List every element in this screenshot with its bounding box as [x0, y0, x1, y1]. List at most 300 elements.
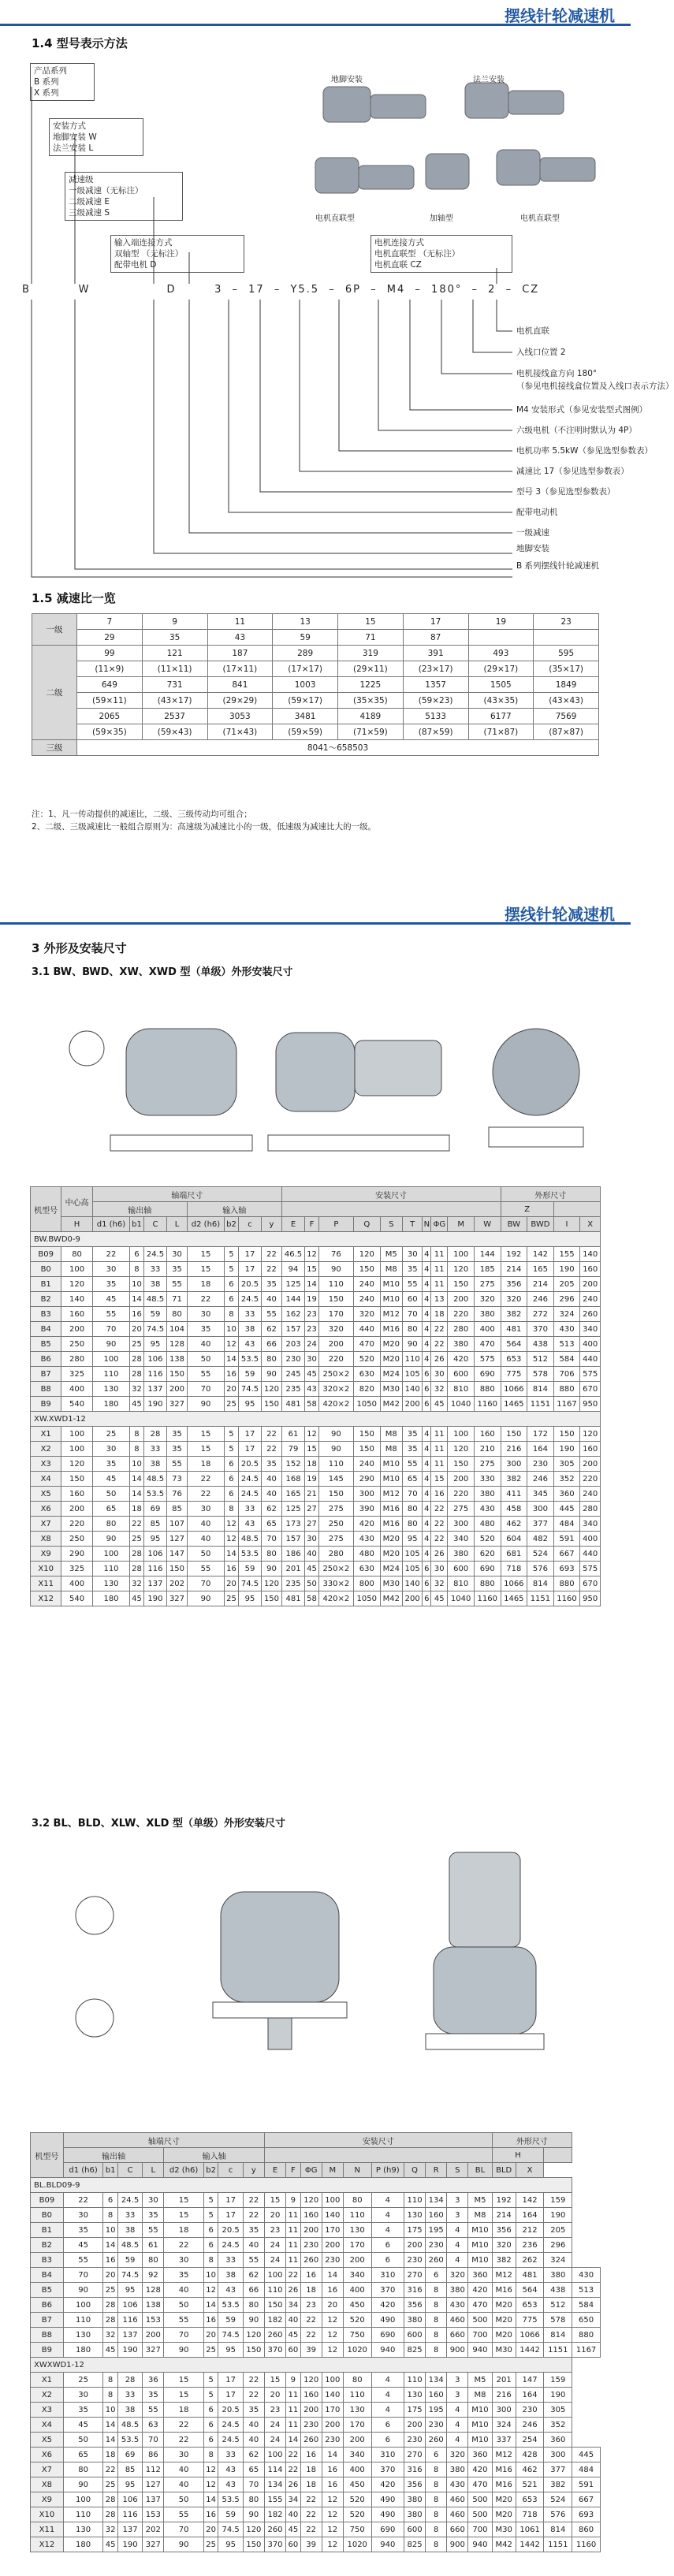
table-cell: 185 — [474, 1262, 501, 1277]
r2-2-5: 1357 — [403, 677, 468, 693]
t2h3-col-14: Q — [404, 2163, 426, 2178]
table-cell: 230 — [426, 2238, 447, 2253]
table-cell: 14 — [203, 2298, 218, 2313]
table-cell: 1167 — [572, 2343, 601, 2358]
table-row — [31, 2462, 601, 2477]
explain-8: 型号 3（参见选型参数表） — [516, 487, 616, 497]
table-cell: 5 — [225, 1442, 238, 1457]
table-cell: 200 — [343, 2253, 371, 2268]
table-cell: 1050 — [353, 1591, 380, 1606]
table-cell: 6 — [225, 1472, 238, 1487]
table-cell: 45 — [431, 1397, 448, 1412]
table-row — [31, 1262, 601, 1277]
table-cell: 26 — [286, 2477, 301, 2492]
t1h3-col-8: y — [262, 1217, 282, 1232]
r1b7 — [534, 630, 599, 646]
table-cell: 53.5 — [117, 2433, 142, 2448]
table-cell: 15 — [164, 2208, 203, 2223]
table-cell: 150 — [243, 2343, 264, 2358]
table-cell: M10 — [468, 2403, 492, 2418]
table-cell: 260 — [426, 2253, 447, 2268]
table-cell: 4 — [423, 1517, 431, 1532]
table-cell: 60 — [286, 2343, 301, 2358]
table-cell: 22 — [63, 2193, 102, 2208]
table-cell: 600 — [404, 2328, 426, 2343]
table-cell: 18 — [431, 1307, 448, 1322]
r1b3: 59 — [273, 630, 338, 646]
table-cell: 22 — [300, 2328, 322, 2343]
table-cell: 28 — [103, 2298, 118, 2313]
table-cell: 8 — [426, 2507, 447, 2522]
table-cell: 4 — [447, 2433, 468, 2448]
r2-5-1: (59×43) — [142, 724, 207, 740]
t1h3-col-9: E — [281, 1217, 305, 1232]
table-cell: 8 — [426, 2522, 447, 2537]
table-cell: 45 — [92, 1292, 130, 1307]
table-cell: 120 — [262, 1576, 282, 1591]
table-cell: 512 — [527, 1352, 554, 1367]
table-cell: 356 — [492, 2223, 516, 2238]
table-cell: X12 — [31, 2537, 64, 2552]
table-cell: 17 — [238, 1247, 262, 1262]
table-cell: 200 — [61, 1322, 92, 1337]
table-cell: 110 — [264, 2283, 285, 2298]
table-cell: 12 — [322, 2313, 343, 2328]
table-cell: 80 — [61, 1247, 92, 1262]
table-cell: 134 — [264, 2477, 285, 2492]
table-cell: 22 — [262, 1442, 282, 1457]
table-cell: 940 — [468, 2343, 492, 2358]
table-cell: 280 — [580, 1502, 601, 1517]
table-cell: 140 — [61, 1292, 92, 1307]
table-cell: 150 — [501, 1427, 527, 1442]
table-cell: 1066 — [501, 1382, 527, 1397]
table-cell: 130 — [92, 1576, 130, 1591]
table-row — [31, 2313, 601, 2328]
table-cell: M24 — [380, 1367, 402, 1382]
table-cell: 22 — [262, 1247, 282, 1262]
table-cell: 8 — [103, 2373, 118, 2388]
table-cell: 240 — [580, 1292, 601, 1307]
table-cell: 4 — [371, 2193, 404, 2208]
table-cell: 200 — [167, 1382, 188, 1397]
t1h3-col-6: b2 — [225, 1217, 238, 1232]
table-cell: 34 — [286, 2298, 301, 2313]
table-cell: 162 — [281, 1307, 305, 1322]
table-cell: 53.5 — [143, 1487, 167, 1502]
table-cell: 6 — [103, 2193, 118, 2208]
table-cell: 8 — [103, 2208, 118, 2223]
table-cell: 16 — [431, 1487, 448, 1502]
table-cell: 48.5 — [143, 1292, 167, 1307]
table-cell: 9 — [286, 2193, 301, 2208]
r2-2-7: 1849 — [534, 677, 599, 693]
table-cell: 4 — [423, 1322, 431, 1337]
table-cell: 40 — [305, 1547, 318, 1562]
table-cell: 170 — [322, 2223, 343, 2238]
table-cell: 95 — [117, 2477, 142, 2492]
table-cell: 35 — [164, 2268, 203, 2283]
table-cell: 6 — [203, 2433, 218, 2448]
table-cell: 240 — [353, 1457, 380, 1472]
t2-h-model: 机型号 — [31, 2133, 64, 2178]
table-cell: 481 — [501, 1322, 527, 1337]
table-cell: 370 — [264, 2343, 285, 2358]
table-cell: 4 — [371, 2403, 404, 2418]
table-cell: 11 — [286, 2208, 301, 2223]
table-row — [31, 1307, 601, 1322]
t2h3-col-6: c — [218, 2163, 243, 2178]
table-cell: 290 — [353, 1472, 380, 1487]
table-cell: 125 — [281, 1277, 305, 1292]
table-cell: 438 — [544, 2283, 572, 2298]
table-cell: 230 — [404, 2433, 426, 2448]
table-cell: M20 — [380, 1337, 402, 1352]
t2h3-col-0: d1 (h6) — [63, 2163, 102, 2178]
table-cell: 450 — [343, 2298, 371, 2313]
table-cell: 6 — [423, 1576, 431, 1591]
table-cell: 140 — [402, 1576, 423, 1591]
table-cell: 275 — [318, 1502, 353, 1517]
table-cell: 320 — [492, 2238, 516, 2253]
table-row — [31, 1457, 601, 1472]
table-cell: 718 — [516, 2507, 544, 2522]
table-cell: M10 — [468, 2253, 492, 2268]
table-cell: 230 — [516, 2403, 544, 2418]
table-cell: 22 — [300, 2492, 322, 2507]
table-cell: 100 — [61, 1262, 92, 1277]
table-cell: 21 — [305, 1487, 318, 1502]
table-cell: 25 — [225, 1397, 238, 1412]
drawing-3-2 — [32, 1845, 599, 2105]
table-cell: X1 — [31, 1427, 61, 1442]
t1-h-outline: 外形尺寸 — [501, 1187, 600, 1202]
table-cell: 35 — [143, 2388, 164, 2403]
table-cell: M8 — [380, 1262, 402, 1277]
table-cell: 235 — [281, 1382, 305, 1397]
table-cell: 440 — [580, 1547, 601, 1562]
table-cell: B7 — [31, 1367, 61, 1382]
table-row — [31, 1292, 601, 1307]
table-cell: 22 — [431, 1517, 448, 1532]
table-cell: 578 — [544, 2313, 572, 2328]
table-cell: 153 — [143, 2313, 164, 2328]
table-cell: 32 — [103, 2328, 118, 2343]
table-cell: 33 — [143, 1262, 167, 1277]
t2h3-col-1: b1 — [103, 2163, 118, 2178]
table-cell: 80 — [402, 1517, 423, 1532]
table-cell: 272 — [527, 1307, 554, 1322]
table-cell: 30 — [187, 1502, 225, 1517]
t1-h-center: 中心高 — [61, 1187, 92, 1217]
table-cell: 18 — [103, 2448, 118, 2462]
table-cell: B3 — [31, 2253, 64, 2268]
table-cell: 40 — [262, 1292, 282, 1307]
table-cell: 28 — [117, 2373, 142, 2388]
table-cell: 90 — [164, 2343, 203, 2358]
table-cell: 445 — [553, 1502, 580, 1517]
table-cell: 11 — [286, 2388, 301, 2403]
table-cell: 825 — [404, 2343, 426, 2358]
table-cell: 4 — [423, 1352, 431, 1367]
table-cell: 50 — [164, 2298, 203, 2313]
table-cell: 200 — [402, 1397, 423, 1412]
table-cell: 138 — [143, 2298, 164, 2313]
table-cell: 4 — [423, 1487, 431, 1502]
table-cell: 360 — [468, 2448, 492, 2462]
input-box-dual: 双轴型 （无标注） — [114, 249, 184, 259]
code-6p: 6P — [344, 284, 361, 296]
r1b4: 71 — [338, 630, 404, 646]
table-cell: M8 — [468, 2208, 492, 2223]
table-cell: 30 — [92, 1442, 130, 1457]
table-cell: 330×2 — [318, 1576, 353, 1591]
table-row — [31, 2253, 601, 2268]
table-cell: M20 — [492, 2507, 516, 2522]
ratio-three-label: 三级 — [32, 740, 77, 756]
table-cell: 25 — [92, 1427, 130, 1442]
table-cell: 24 — [264, 2238, 285, 2253]
table-row — [31, 1442, 601, 1457]
table-cell: M16 — [380, 1322, 402, 1337]
table-cell: 40 — [187, 1532, 225, 1547]
table-cell: 310 — [371, 2268, 404, 2283]
table-cell: 74.5 — [218, 2328, 243, 2343]
table-cell: 22 — [431, 1337, 448, 1352]
code-dash1: – — [232, 284, 239, 296]
table-cell: 8 — [130, 1442, 143, 1457]
explain-10: 一级减速 — [516, 528, 549, 538]
table-cell: 630 — [353, 1367, 380, 1382]
table-cell: 22 — [286, 2448, 301, 2462]
table-cell: 100 — [92, 1547, 130, 1562]
t1h3-col-10: F — [305, 1217, 318, 1232]
table-cell: M16 — [492, 2477, 516, 2492]
table-cell: 305 — [544, 2403, 572, 2418]
table-cell: 35 — [402, 1442, 423, 1457]
table-row — [31, 1427, 601, 1442]
table-cell: 3 — [447, 2388, 468, 2403]
dim-table-1 — [30, 1186, 601, 1606]
table-cell: 14 — [103, 2238, 118, 2253]
table-cell: 20 — [225, 1576, 238, 1591]
table-cell: 74.5 — [117, 2268, 142, 2283]
table-cell: 200 — [322, 2418, 343, 2433]
table-cell: 706 — [553, 1367, 580, 1382]
table-cell: 700 — [468, 2328, 492, 2343]
table-cell: 36 — [143, 2373, 164, 2388]
table-cell: 27 — [305, 1502, 318, 1517]
table-cell: 20 — [130, 1322, 143, 1337]
table-cell: 400 — [61, 1382, 92, 1397]
table-cell: 230 — [527, 1457, 554, 1472]
table-row — [31, 2268, 601, 2283]
table-cell: 540 — [61, 1397, 92, 1412]
series-box — [30, 63, 95, 101]
table-cell: 480 — [474, 1517, 501, 1532]
table-cell: 79 — [281, 1442, 305, 1457]
table-row — [31, 2373, 601, 2388]
table-cell: B09 — [31, 2193, 64, 2208]
table-cell: 428 — [516, 2448, 544, 2462]
table-cell: 35 — [243, 2403, 264, 2418]
table-cell: 45 — [305, 1562, 318, 1576]
table-cell: 14 — [130, 1487, 143, 1502]
table-cell: 14 — [322, 2268, 343, 2283]
t2h3-col-8: E — [264, 2163, 285, 2178]
table-cell: 18 — [164, 2223, 203, 2238]
table-cell: 296 — [544, 2238, 572, 2253]
table-cell: 16 — [300, 2448, 322, 2462]
table-cell: 320 — [447, 2268, 468, 2283]
table-cell: 159 — [544, 2373, 572, 2388]
r2-4-7: 7569 — [534, 709, 599, 724]
series-box-x: X 系列 — [34, 88, 59, 98]
table-cell: 20 — [203, 2522, 218, 2537]
ratio-one-label: 一级 — [32, 614, 77, 646]
t2-h-blank — [264, 2148, 492, 2163]
table-cell: 880 — [474, 1576, 501, 1591]
r2-4-4: 4189 — [338, 709, 404, 724]
code-2: 2 — [488, 284, 497, 296]
code-cz: CZ — [522, 284, 540, 296]
table-cell: 100 — [61, 1427, 92, 1442]
table-cell: 337 — [492, 2433, 516, 2448]
explain-11: 地脚安装 — [516, 544, 549, 553]
table-cell: 32 — [103, 2522, 118, 2537]
table-cell: 482 — [527, 1532, 554, 1547]
table-cell: 59 — [218, 2507, 243, 2522]
table-cell: 35 — [402, 1427, 423, 1442]
explain-7: 减速比 17（参见选型参数表） — [516, 467, 629, 476]
table-cell: 24.5 — [238, 1487, 262, 1502]
explain-4: M4 安装形式（参见安装型式图例） — [516, 405, 648, 415]
table-cell: 128 — [143, 2283, 164, 2298]
r2-3-4: (35×35) — [338, 693, 404, 709]
table-cell: 324 — [553, 1307, 580, 1322]
t1h3-col-2: b1 — [130, 1217, 143, 1232]
table-cell: 70 — [187, 1382, 225, 1397]
table-cell: 20 — [264, 2208, 285, 2223]
table-cell: 120 — [262, 1382, 282, 1397]
table-cell: 681 — [501, 1547, 527, 1562]
table-cell: 4 — [447, 2238, 468, 2253]
table-cell: 24.5 — [143, 1247, 167, 1262]
table-cell: 33 — [218, 2253, 243, 2268]
table-row — [31, 2388, 601, 2403]
table-cell: 400 — [580, 1532, 601, 1547]
table-row — [31, 1502, 601, 1517]
table-cell: 345 — [527, 1487, 554, 1502]
t2-h-mount: 安装尺寸 — [264, 2133, 492, 2148]
t1h3-col-14: T — [402, 1217, 423, 1232]
table-cell: 693 — [572, 2507, 601, 2522]
table-cell: 575 — [580, 1562, 601, 1576]
table-cell: M8 — [380, 1427, 402, 1442]
table-cell: 28 — [103, 2313, 118, 2328]
table-cell: 280 — [448, 1322, 475, 1337]
r2-5-6: (71×87) — [468, 724, 534, 740]
t2h3-col-18: BLD — [492, 2163, 516, 2178]
table-cell: 880 — [572, 2328, 601, 2343]
table-cell: 30 — [92, 1262, 130, 1277]
r2-2-4: 1225 — [338, 677, 404, 693]
table-cell: 30 — [63, 2208, 102, 2223]
t2h3-col-4: d2 (h6) — [164, 2163, 203, 2178]
table-cell: 127 — [143, 2477, 164, 2492]
table-cell: 275 — [474, 1277, 501, 1292]
table-row — [31, 2298, 601, 2313]
table-cell: 1066 — [516, 2328, 544, 2343]
table-cell: 18 — [130, 1502, 143, 1517]
table-cell: 380 — [448, 1337, 475, 1352]
r1b5: 87 — [403, 630, 468, 646]
table-cell: 4 — [371, 2388, 404, 2403]
table-row — [31, 1247, 601, 1262]
table-cell: 50 — [164, 2492, 203, 2507]
table-cell: M42 — [380, 1591, 402, 1606]
table-cell: 22 — [130, 1517, 143, 1532]
table-cell: 700 — [468, 2522, 492, 2537]
table-cell: 45 — [103, 2343, 118, 2358]
table-cell: 150 — [448, 1457, 475, 1472]
ratio-notes — [32, 808, 376, 833]
table-cell: 22 — [187, 1472, 225, 1487]
table-cell: 4 — [371, 2373, 404, 2388]
table-cell: M24 — [380, 1562, 402, 1576]
table-cell: 480 — [353, 1547, 380, 1562]
table-cell: 35 — [143, 2208, 164, 2223]
table-cell: 377 — [544, 2462, 572, 2477]
table-cell: 8 — [225, 1502, 238, 1517]
table-cell: 38 — [143, 1277, 167, 1292]
table-cell: 18 — [187, 1277, 225, 1292]
r2-5-5: (87×59) — [403, 724, 468, 740]
table-cell: M5 — [380, 1247, 402, 1262]
table-cell: 12 — [203, 2283, 218, 2298]
table-cell: 8 — [426, 2537, 447, 2552]
table-cell: 380 — [448, 1547, 475, 1562]
table-cell: 137 — [143, 1576, 167, 1591]
table-cell: 400 — [474, 1322, 501, 1337]
table-cell: 325 — [61, 1367, 92, 1382]
table-cell: 25 — [130, 1337, 143, 1352]
table-cell: 8 — [426, 2477, 447, 2492]
table-cell: 320 — [353, 1307, 380, 1322]
code-d: D — [166, 284, 177, 296]
table-cell: 90 — [164, 2537, 203, 2552]
table-cell: 130 — [343, 2403, 371, 2418]
table-cell: 900 — [447, 2537, 468, 2552]
table-cell: 8 — [225, 1307, 238, 1322]
table-cell: 70 — [187, 1576, 225, 1591]
table-cell: 340 — [343, 2448, 371, 2462]
table-cell: 130 — [404, 2388, 426, 2403]
table-cell: 11 — [431, 1457, 448, 1472]
table-cell: 74.5 — [218, 2522, 243, 2537]
table-cell: 86 — [143, 2448, 164, 2462]
table-cell: 23 — [305, 1322, 318, 1337]
table-cell: 62 — [243, 2268, 264, 2283]
table-cell: 5 — [225, 1247, 238, 1262]
table-cell: 1442 — [516, 2343, 544, 2358]
table-cell: 150 — [353, 1262, 380, 1277]
table-cell: 40 — [262, 1472, 282, 1487]
table-cell: 1151 — [527, 1591, 554, 1606]
table-cell: 25 — [203, 2343, 218, 2358]
table-cell: 130 — [343, 2223, 371, 2238]
table-cell: 260 — [580, 1307, 601, 1322]
